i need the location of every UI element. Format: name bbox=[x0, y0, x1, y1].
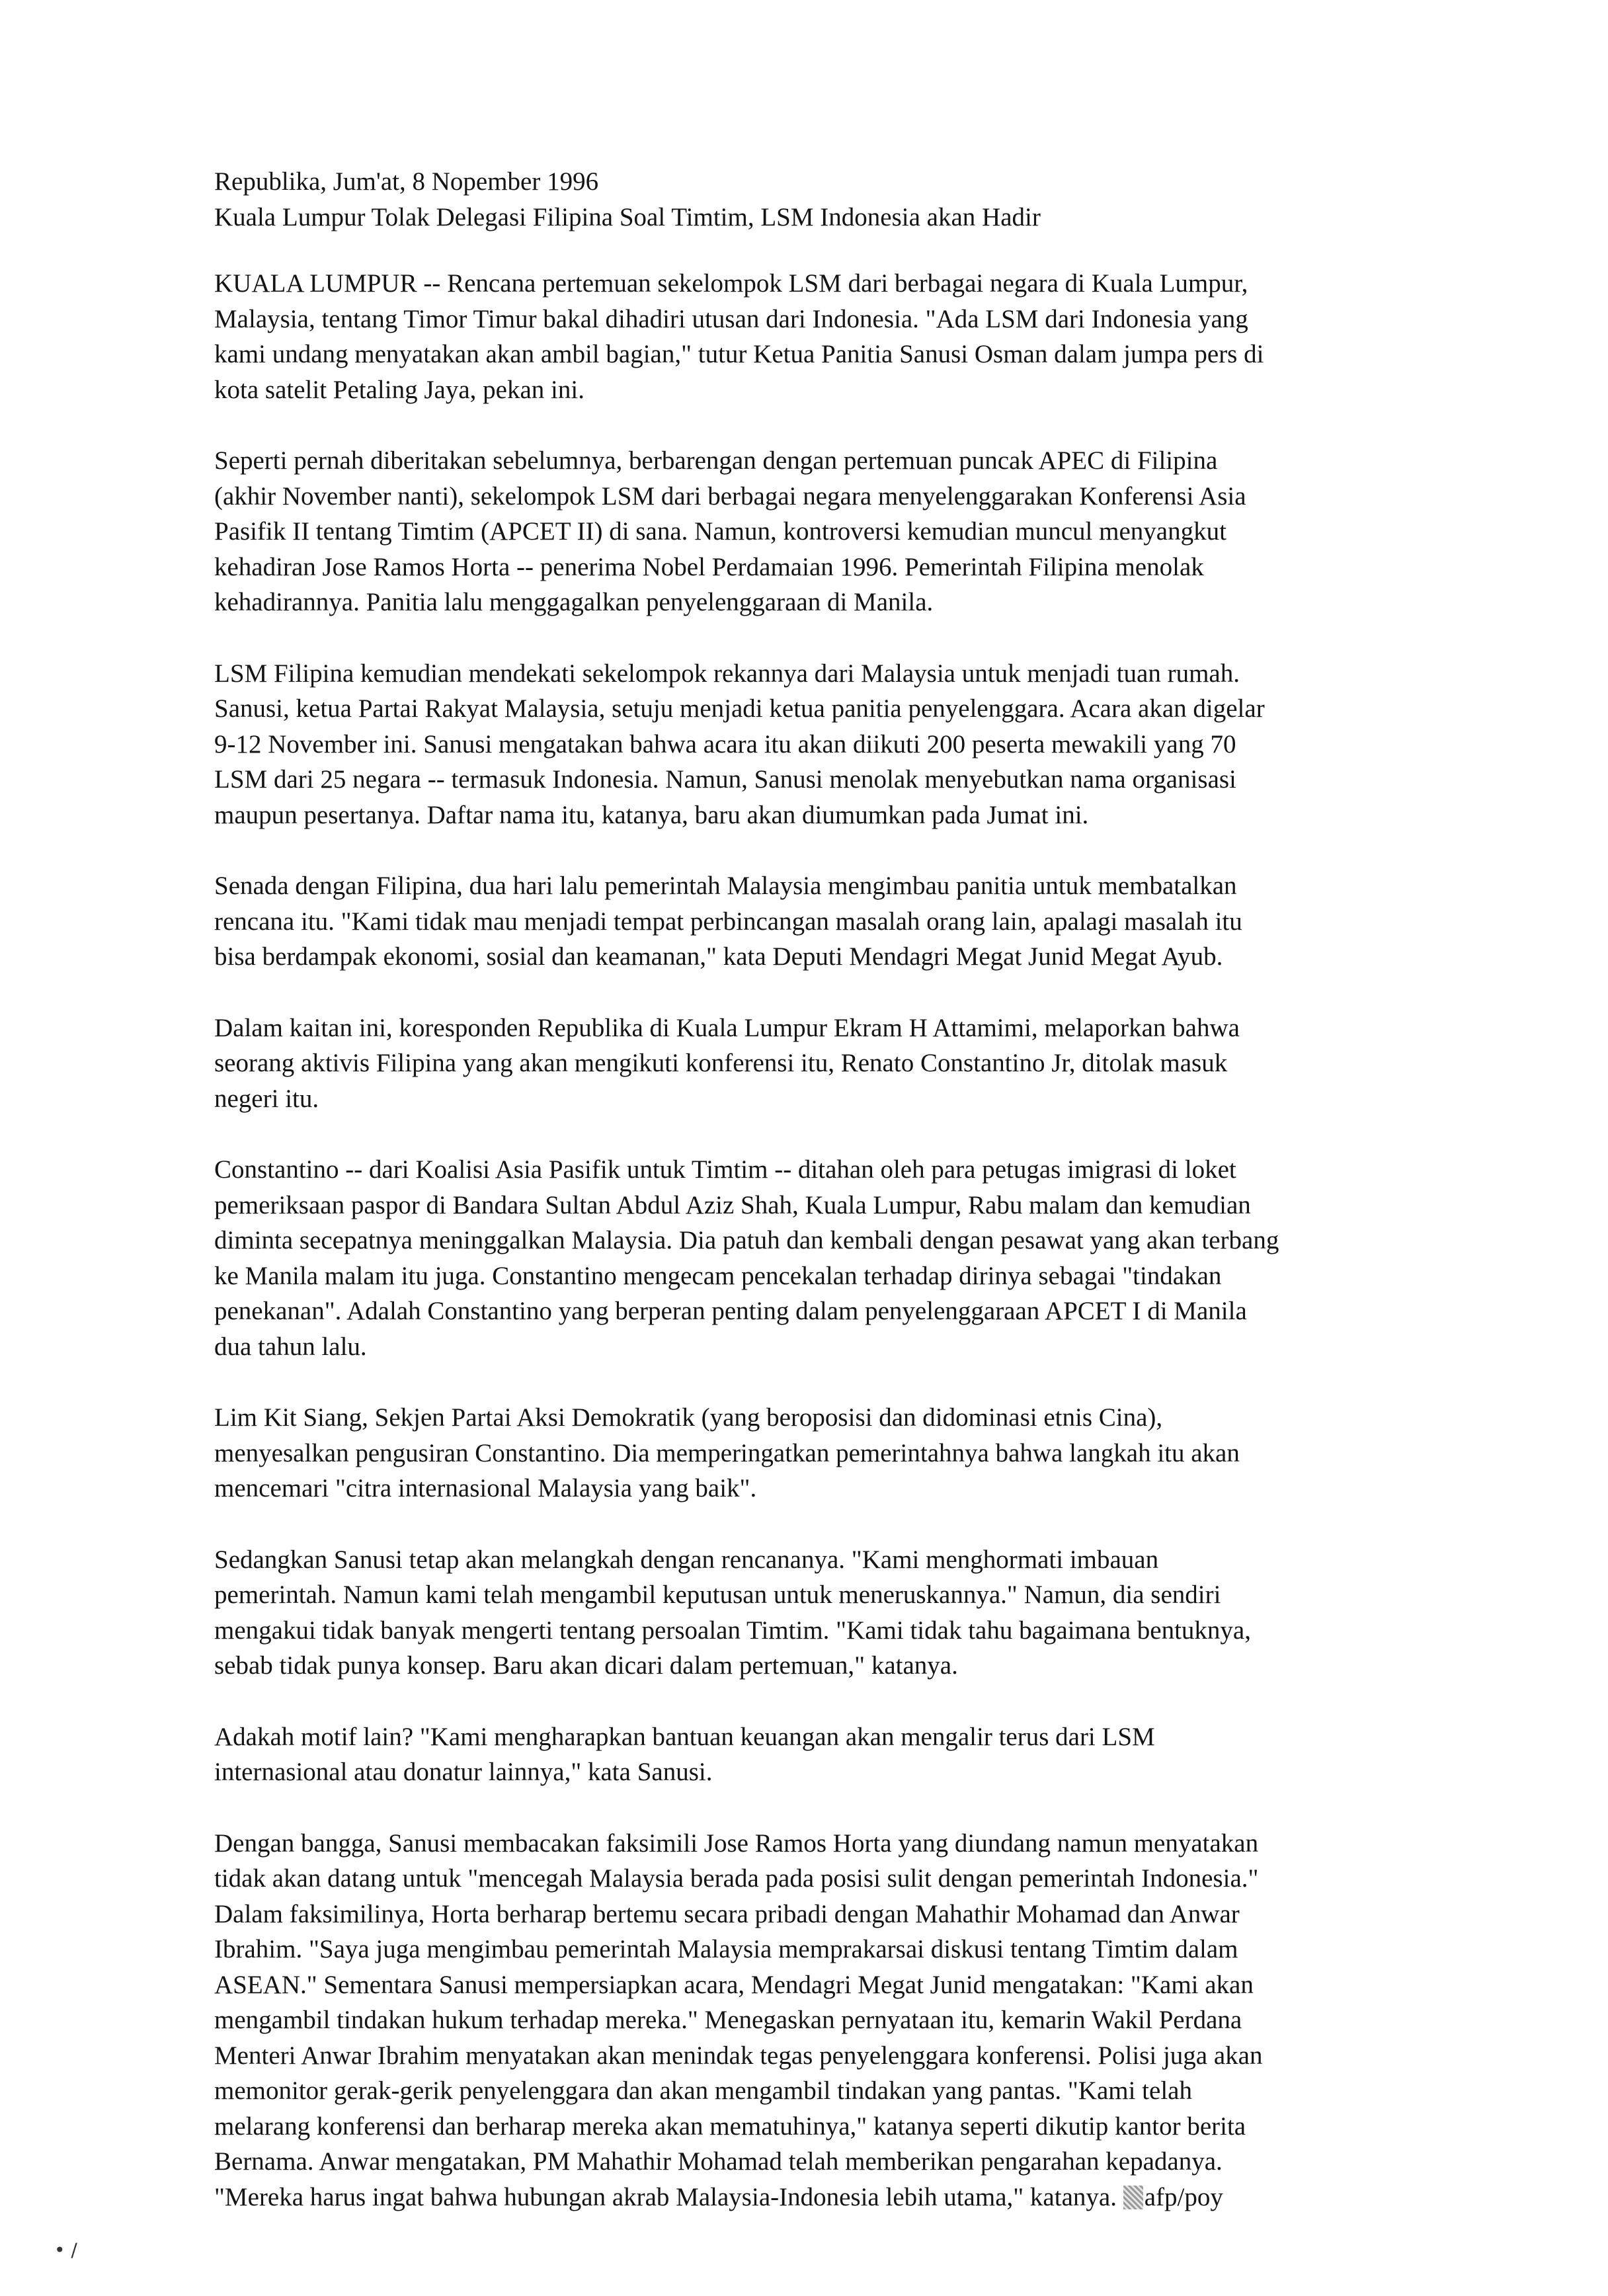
paragraph bbox=[214, 1010, 1418, 1117]
text-line: maupun pesertanya. Daftar nama itu, katanya, baru akan diumumkan pada Jumat ini. bbox=[214, 800, 1089, 829]
spacer bbox=[214, 235, 1418, 266]
text-line: Seperti pernah diberitakan sebelumnya, berbarengan dengan pertemuan puncak APEC di Filipina bbox=[214, 446, 1218, 475]
paragraph-gap bbox=[214, 1790, 1418, 1826]
corner-mark: • ∕ bbox=[54, 2239, 77, 2261]
text-line: mengakui tidak banyak mengerti tentang persoalan Timtim. "Kami tidak tahu bagaimana bentuknya, bbox=[214, 1616, 1251, 1645]
text-line: kehadiran Jose Ramos Horta -- penerima Nobel Perdamaian 1996. Pemerintah Filipina menolak bbox=[214, 552, 1204, 581]
text-line: menyesalkan pengusiran Constantino. Dia memperingatkan pemerintahnya bahwa langkah itu akan bbox=[214, 1438, 1240, 1467]
text-line: mengambil tindakan hukum terhadap mereka." Menegaskan pernyataan itu, kemarin Wakil Perdana bbox=[214, 2006, 1242, 2034]
text-line: tidak akan datang untuk "mencegah Malaysia berada pada posisi sulit dengan pemerintah Indonesia." bbox=[214, 1864, 1259, 1893]
text-line: mencemari "citra internasional Malaysia yang baik". bbox=[214, 1474, 757, 1502]
text-line: sebab tidak punya konsep. Baru akan dicari dalam pertemuan," katanya. bbox=[214, 1651, 958, 1680]
text-line: Malaysia, tentang Timor Timur bakal dihadiri utusan dari Indonesia. "Ada LSM dari Indonesia yang bbox=[214, 304, 1248, 333]
text-line: internasional atau donatur lainnya," kata Sanusi. bbox=[214, 1758, 713, 1786]
text-line: penekanan". Adalah Constantino yang berperan penting dalam penyelenggaraan APCET I di Manila bbox=[214, 1297, 1247, 1325]
text-line: melarang konferensi dan berharap mereka akan mematuhinya," katanya seperti dikutip kantor berita bbox=[214, 2112, 1246, 2141]
text-line: KUALA LUMPUR -- Rencana pertemuan sekelompok LSM dari berbagai negara di Kuala Lumpur, bbox=[214, 269, 1248, 298]
text-line: Ibrahim. "Saya juga mengimbau pemerintah Malaysia memprakarsai diskusi tentang Timtim dalam bbox=[214, 1935, 1238, 1963]
paragraph bbox=[214, 266, 1418, 407]
text-line: diminta secepatnya meninggalkan Malaysia. Dia patuh dan kembali dengan pesawat yang akan terbang bbox=[214, 1226, 1279, 1254]
text-line: Senada dengan Filipina, dua hari lalu pemerintah Malaysia mengimbau panitia untuk membatalkan bbox=[214, 872, 1237, 900]
text-line: rencana itu. "Kami tidak mau menjadi tempat perbincangan masalah orang lain, apalagi masalah itu bbox=[214, 907, 1242, 936]
paragraph-gap bbox=[214, 833, 1418, 868]
paragraph bbox=[214, 1152, 1418, 1364]
paragraph bbox=[214, 1719, 1418, 1790]
text-line: 9-12 November ini. Sanusi mengatakan bahwa acara itu akan diikuti 200 peserta mewakili yang 70 bbox=[214, 729, 1236, 758]
closing-text: "Mereka harus ingat bahwa hubungan akrab Malaysia-Indonesia lebih utama," katanya. bbox=[214, 2182, 1123, 2211]
text-line: pemeriksaan paspor di Bandara Sultan Abdul Aziz Shah, Kuala Lumpur, Rabu malam dan kemudian bbox=[214, 1190, 1251, 1219]
text-line: Adakah motif lain? "Kami mengharapkan bantuan keuangan akan mengalir terus dari LSM bbox=[214, 1722, 1155, 1751]
paragraph-gap bbox=[214, 620, 1418, 656]
text-line: Constantino -- dari Koalisi Asia Pasifik untuk Timtim -- ditahan oleh para petugas imigrasi di loket bbox=[214, 1155, 1236, 1184]
paragraph-gap bbox=[214, 975, 1418, 1010]
source-line: Republika, Jum'at, 8 Nopember 1996 bbox=[214, 167, 599, 196]
text-line: kota satelit Petaling Jaya, pekan ini. bbox=[214, 375, 584, 404]
headline: Kuala Lumpur Tolak Delegasi Filipina Soal Timtim, LSM Indonesia akan Hadir bbox=[214, 203, 1041, 231]
author-signature: afp/poy bbox=[1144, 2182, 1223, 2211]
text-line: memonitor gerak-gerik penyelenggara dan akan mengambil tindakan yang pantas. "Kami telah bbox=[214, 2076, 1192, 2105]
text-line: negeri itu. bbox=[214, 1084, 319, 1113]
paragraph-gap bbox=[214, 1684, 1418, 1719]
text-line: Sedangkan Sanusi tetap akan melangkah dengan rencananya. "Kami menghormati imbauan bbox=[214, 1545, 1159, 1574]
text-line: seorang aktivis Filipina yang akan mengikuti konferensi itu, Renato Constantino Jr, ditolak masuk bbox=[214, 1049, 1228, 1077]
article bbox=[214, 164, 1418, 2215]
text-line: LSM Filipina kemudian mendekati sekelompok rekannya dari Malaysia untuk menjadi tuan rumah. bbox=[214, 659, 1240, 688]
text-line: Sanusi, ketua Partai Rakyat Malaysia, setuju menjadi ketua panitia penyelenggara. Acara akan digelar bbox=[214, 694, 1265, 723]
text-line: Bernama. Anwar mengatakan, PM Mahathir Mohamad telah memberikan pengarahan kepadanya. bbox=[214, 2147, 1223, 2176]
paragraph bbox=[214, 1826, 1418, 2215]
paragraph-gap bbox=[214, 1116, 1418, 1152]
text-line: ASEAN." Sementara Sanusi mempersiapkan acara, Mendagri Megat Junid mengatakan: "Kami akan bbox=[214, 1970, 1254, 1999]
text-line: ke Manila malam itu juga. Constantino mengecam pencekalan terhadap dirinya sebagai "tindakan bbox=[214, 1261, 1222, 1290]
text-line: Dalam kaitan ini, koresponden Republika di Kuala Lumpur Ekram H Attamimi, melaporkan bahwa bbox=[214, 1013, 1240, 1042]
text-line: pemerintah. Namun kami telah mengambil keputusan untuk meneruskannya." Namun, dia sendiri bbox=[214, 1580, 1221, 1609]
paragraph bbox=[214, 1400, 1418, 1506]
text-line: kami undang menyatakan akan ambil bagian," tutur Ketua Panitia Sanusi Osman dalam jumpa pers di bbox=[214, 340, 1264, 368]
text-line: dua tahun lalu. bbox=[214, 1332, 367, 1361]
text-line: LSM dari 25 negara -- termasuk Indonesia. Namun, Sanusi menolak menyebutkan nama organisasi bbox=[214, 765, 1236, 794]
text-line: Lim Kit Siang, Sekjen Partai Aksi Demokratik (yang beroposisi dan didominasi etnis Cina), bbox=[214, 1403, 1163, 1432]
text-line bbox=[214, 2180, 1418, 2215]
text-line: Menteri Anwar Ibrahim menyatakan akan menindak tegas penyelenggara konferensi. Polisi juga akan bbox=[214, 2041, 1263, 2070]
text-line: bisa berdampak ekonomi, sosial dan keamanan," kata Deputi Mendagri Megat Junid Megat Ayub. bbox=[214, 942, 1223, 971]
paragraph-gap bbox=[214, 407, 1418, 443]
paragraph bbox=[214, 1542, 1418, 1684]
text-line: Pasifik II tentang Timtim (APCET II) di sana. Namun, kontroversi kemudian muncul menyangkut bbox=[214, 517, 1226, 546]
text-line: Dengan bangga, Sanusi membacakan faksimili Jose Ramos Horta yang diundang namun menyatakan bbox=[214, 1828, 1259, 1858]
article-body bbox=[214, 266, 1418, 2215]
paragraph bbox=[214, 868, 1418, 975]
text-line: (akhir November nanti), sekelompok LSM dari berbagai negara menyelenggarakan Konferensi Asia bbox=[214, 481, 1246, 511]
text-line: Dalam faksimilinya, Horta berharap bertemu secara pribadi dengan Mahathir Mohamad dan Anwar bbox=[214, 1899, 1240, 1928]
text-line: kehadirannya. Panitia lalu menggagalkan penyelenggaraan di Manila. bbox=[214, 588, 934, 616]
paragraph bbox=[214, 443, 1418, 620]
paragraph-gap bbox=[214, 1364, 1418, 1400]
ink-smudge bbox=[1123, 2186, 1143, 2209]
paragraph-gap bbox=[214, 1506, 1418, 1542]
paragraph bbox=[214, 656, 1418, 833]
